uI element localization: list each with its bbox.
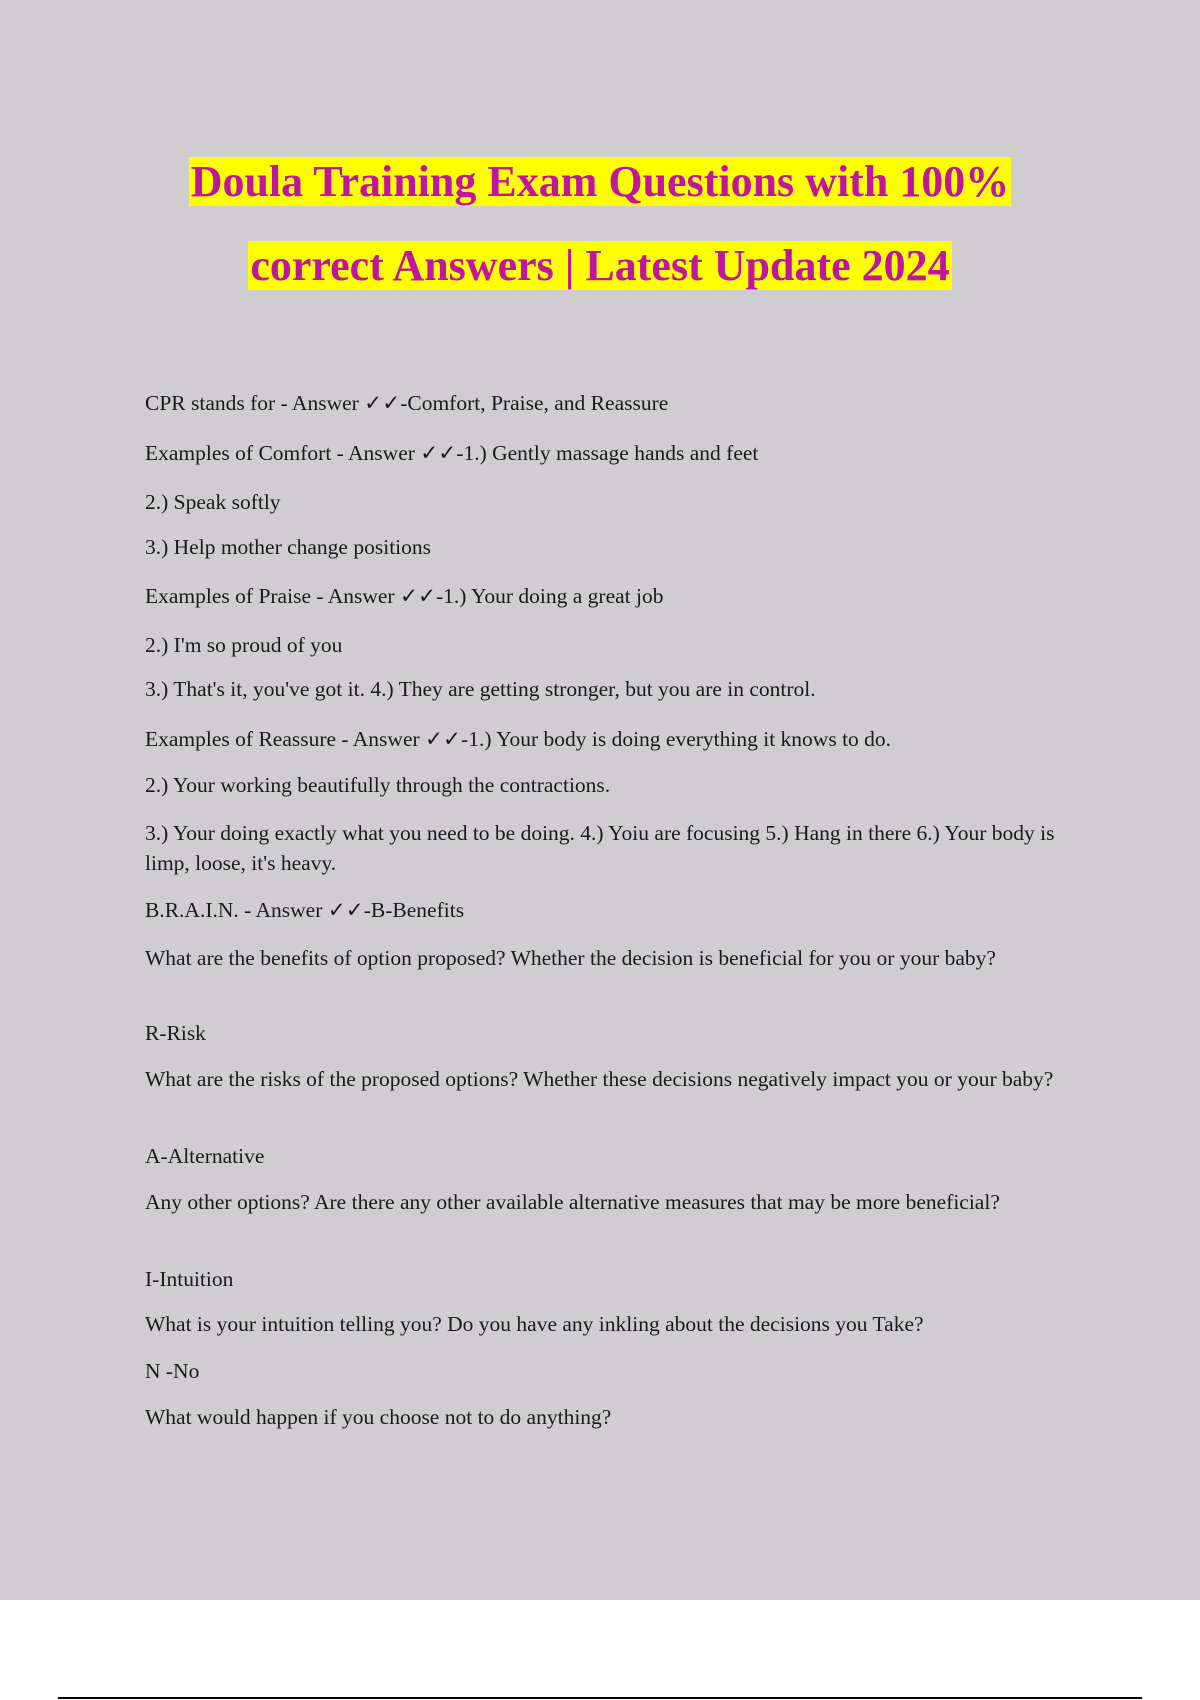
paragraph-praise-item: 3.) That's it, you've got it. 4.) They are getting stronger, but you are in control.: [145, 677, 816, 701]
paragraph-brain-question: B.R.A.I.N. - Answer ✓✓-B-Benefits: [145, 898, 465, 922]
paragraph-reassure-item: 3.) Your doing exactly what you need to be doing. 4.) Yoiu are focusing 5.) Hang in there 6.) Your body is limp, loose, it's heavy.: [145, 821, 1055, 875]
paragraph-benefits-detail: What are the benefits of option proposed? Whether the decision is beneficial for you or your baby?: [145, 946, 996, 970]
paragraph-alternative-detail: Any other options? Are there any other available alternative measures that may be more beneficial?: [145, 1190, 1000, 1214]
paragraph-cpr-question: CPR stands for - Answer ✓✓-Comfort, Praise, and Reassure: [145, 391, 669, 415]
title-line-2: correct Answers | Latest Update 2024: [250, 241, 950, 290]
title-line-1: Doula Training Exam Questions with 100%: [190, 157, 1010, 206]
paragraph-reassure-item: 2.) Your working beautifully through the contractions.: [145, 773, 611, 797]
paragraph-risk-heading: R-Risk: [145, 1021, 206, 1045]
paragraph-no-detail: What would happen if you choose not to do anything?: [145, 1405, 612, 1429]
document-title: [0, 140, 1200, 308]
footer-divider: [58, 1697, 1142, 1699]
paragraph-reassure-question: Examples of Reassure - Answer ✓✓-1.) Your body is doing everything it knows to do.: [145, 727, 892, 751]
paragraph-praise-question: Examples of Praise - Answer ✓✓-1.) Your doing a great job: [145, 584, 664, 608]
paragraph-comfort-item: 2.) Speak softly: [145, 490, 281, 514]
paragraph-alternative-heading: A-Alternative: [145, 1144, 265, 1168]
paragraph-praise-item: 2.) I'm so proud of you: [145, 633, 343, 657]
paragraph-intuition-heading: I-Intuition: [145, 1267, 234, 1291]
paragraph-risk-detail: What are the risks of the proposed options? Whether these decisions negatively impact you or your baby?: [145, 1067, 1054, 1091]
paragraph-intuition-detail: What is your intuition telling you? Do you have any inkling about the decisions you Take?: [145, 1312, 924, 1336]
paragraph-comfort-question: Examples of Comfort - Answer ✓✓-1.) Gently massage hands and feet: [145, 441, 759, 465]
paragraph-comfort-item: 3.) Help mother change positions: [145, 535, 432, 559]
paragraph-no-heading: N -No: [145, 1359, 200, 1383]
